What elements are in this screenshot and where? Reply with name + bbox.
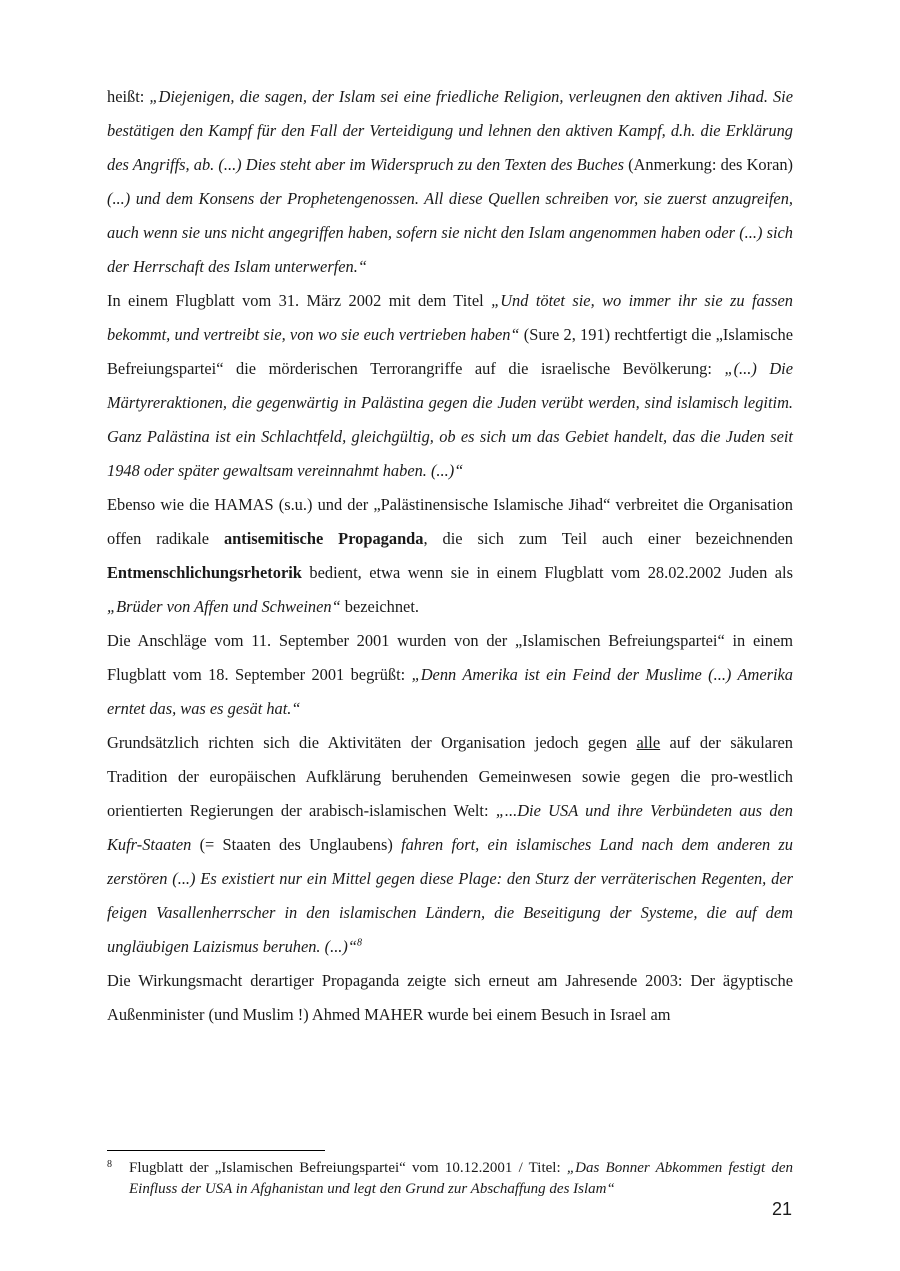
text-run: Die Wirkungsmacht derartiger Propaganda zeigte sich erneut am Jahresende 2003: Der ägyptische Außenminister (und Muslim !) Ahmed MAHER wurde bei einem Besuch in Israel am: [107, 971, 793, 1024]
paragraph-september-11: [107, 624, 793, 726]
quote-text: „...Die USA und ihre Verbündeten aus den Kufr-Staaten: [107, 801, 793, 854]
quote-text: fahren fort, ein islamisches Land nach dem anderen zu zerstören (...) Es existiert nur ein Mittel gegen diese Plage: den Sturz der verräterischen Regenten, der feigen Vasallenherrscher in den islamischen Ländern, die Beseitigung der Systeme, die auf dem ungläubigen Laizismus beruhen. (...)“: [107, 835, 793, 956]
paragraph-jihad-quote: [107, 80, 793, 284]
paragraph-secular-tradition: [107, 726, 793, 964]
quote-title: „Und tötet sie, wo immer ihr sie zu fassen bekommt, und vertreibt sie, von wo sie euch vertrieben haben“: [107, 291, 793, 344]
bold-term: antisemitische Propaganda: [223, 529, 424, 548]
quote-title: „Das Bonner Abkommen festigt den Einfluss der USA in Afghanistan und legt den Grund zur Abschaffung des Islam“: [129, 1160, 793, 1197]
text-run: bezeichnet.: [340, 597, 419, 616]
text-run: (Sure 2, 191) rechtfertigt die „Islamische Befreiungspartei“ die mörderischen Terrorangriffe auf die israelische Bevölkerung:: [107, 325, 793, 378]
annotation-text: (Anmerkung: des Koran): [623, 155, 794, 174]
footnote-reference[interactable]: 8: [356, 937, 362, 949]
footnote-separator: [107, 1150, 325, 1151]
footnote-8: [107, 1158, 793, 1200]
quote-text: „Denn Amerika ist ein Feind der Muslime (...) Amerika erntet das, was es gesät hat.“: [107, 665, 793, 718]
paragraph-flyer-march-2002: [107, 284, 793, 488]
quote-text: (...) und dem Konsens der Prophetengenossen. All diese Quellen schreiben vor, sie zuerst anzugreifen, auch wenn sie uns nicht angegriffen haben, sofern sie nicht den Islam angenommen haben oder (...) sich der Herrschaft des Islam unterwerfen.“: [107, 189, 793, 276]
text-run: Die Anschläge vom 11. September 2001 wurden von der „Islamischen Befreiungspartei“ in einem Flugblatt vom 18. September 2001 begrüßt:: [107, 631, 793, 684]
annotation-text: (= Staaten des Unglaubens): [191, 835, 402, 854]
paragraph-antisemitic-propaganda: [107, 488, 793, 624]
text-run: Grundsätzlich richten sich die Aktivitäten der Organisation jedoch gegen: [107, 733, 637, 752]
text-run: bedient, etwa wenn sie in einem Flugblatt vom 28.02.2002 Juden als: [301, 563, 793, 582]
quote-text: „(...) Die Märtyreraktionen, die gegenwärtig in Palästina gegen die Juden verübt werden, sind islamisch legitim. Ganz Palästina ist ein Schlachtfeld, gleichgültig, ob es sich um das Gebiet handelt, das die Juden seit 1948 oder später gewaltsam vereinnahmt haben. (...)“: [107, 359, 793, 480]
text-run: Flugblatt der „Islamischen Befreiungspartei“ vom 10.12.2001 / Titel:: [129, 1160, 567, 1176]
quote-text: „Diejenigen, die sagen, der Islam sei eine friedliche Religion, verleugnen den aktiven Jihad. Sie bestätigen den Kampf für den Fall der Verteidigung und lehnen den aktiven Kampf, d.h. die Erklärung des Angriffs, ab. (...) Dies steht aber im Widerspruch zu den Texten des Buches: [107, 87, 793, 174]
footnote-text: [129, 1158, 793, 1200]
text-run: heißt:: [107, 87, 150, 106]
page-number: 21: [771, 1199, 792, 1219]
underlined-word: alle: [636, 733, 661, 752]
text-run: In einem Flugblatt vom 31. März 2002 mit dem Titel: [107, 291, 492, 310]
text-run: auf der säkularen Tradition der europäischen Aufklärung beruhenden Gemeinwesen sowie gegen die pro-westlich orientierten Regierungen der arabisch-islamischen Welt:: [107, 733, 794, 820]
text-run: , die sich zum Teil auch einer bezeichnenden: [423, 529, 793, 548]
page-body: [107, 80, 793, 1032]
footnote-number: 8: [107, 1159, 112, 1170]
bold-term: Entmenschlichungsrhetorik: [107, 563, 302, 582]
quote-text: „Brüder von Affen und Schweinen“: [107, 597, 341, 616]
paragraph-propaganda-effect: [107, 964, 793, 1032]
text-run: Ebenso wie die HAMAS (s.u.) und der „Palästinensische Islamische Jihad“ verbreitet die Organisation offen radikale: [107, 495, 793, 548]
